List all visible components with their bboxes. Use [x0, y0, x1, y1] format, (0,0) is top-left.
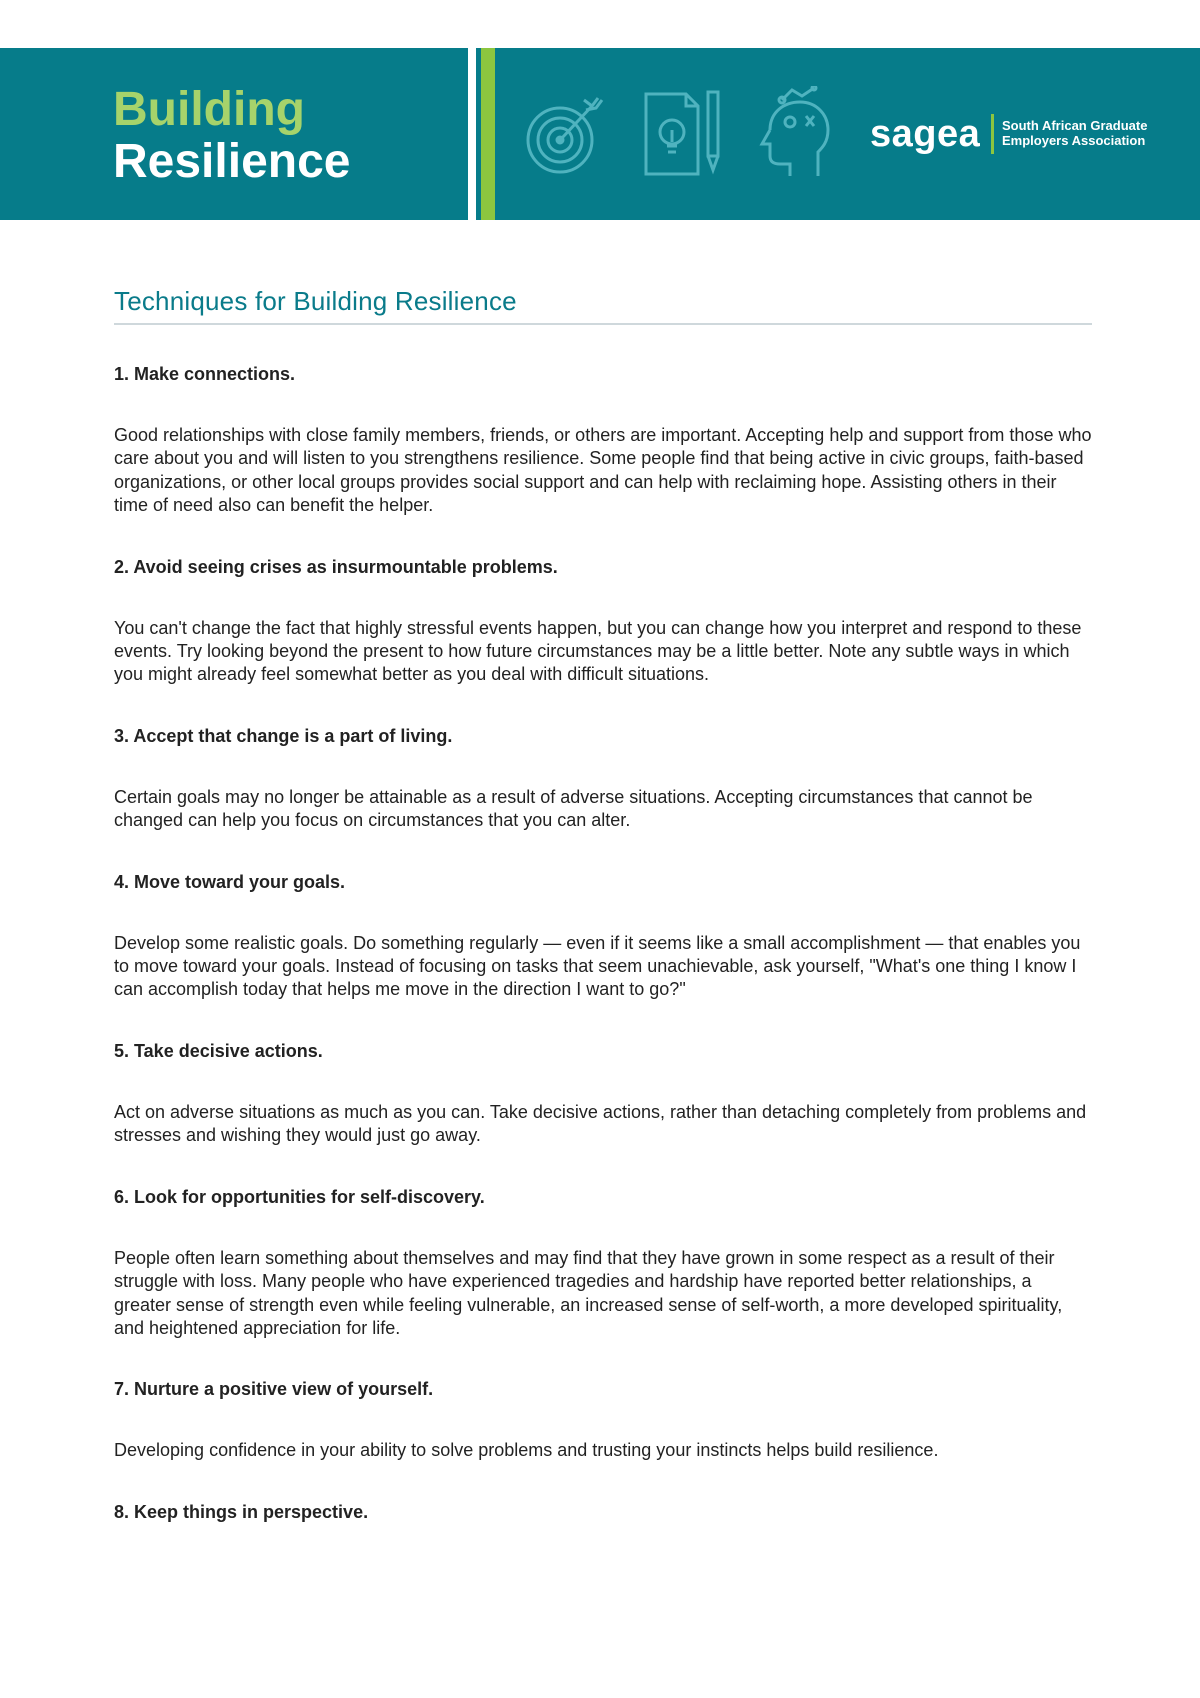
technique-heading: 3. Accept that change is a part of living. — [114, 725, 453, 746]
head-ideas-icon — [756, 86, 842, 182]
technique-item — [114, 363, 1092, 518]
technique-body: You can't change the fact that highly stressful events happen, but you can change how you interpret and respond to these events. Try looking beyond the present to how future circumstances may be a little better. Note any subtle ways in which you might already feel somewhat better as you deal with difficult situations. — [114, 617, 1082, 685]
document-content — [114, 286, 1092, 1524]
technique-heading: 4. Move toward your goals. — [114, 871, 346, 892]
technique-item — [114, 556, 1092, 687]
technique-body: Developing confidence in your ability to solve problems and trusting your instincts helps build resilience. — [114, 1440, 939, 1461]
sagea-logo: sagea — [870, 113, 981, 155]
technique-body: Good relationships with close family members, friends, or others are important. Accepting help and support from those who care about you and will listen to you strengthens resilience. Some people find that being active in civic groups, faith-based organizations, or other local groups provides social support and can help with reclaiming hope. Assisting others in their time of need also can benefit the helper. — [114, 425, 1092, 516]
technique-heading: 2. Avoid seeing crises as insurmountable problems. — [114, 556, 558, 577]
logo-subtitle-line2: Employers Association — [1002, 133, 1146, 148]
header-banner — [0, 48, 1200, 220]
technique-heading: 8. Keep things in perspective. — [114, 1501, 369, 1522]
logo-subtitle — [1002, 118, 1147, 148]
target-icon — [522, 86, 608, 182]
banner-title — [113, 84, 350, 188]
document-idea-icon — [640, 86, 726, 182]
technique-body: Certain goals may no longer be attainable as a result of adverse situations. Accepting circumstances that cannot be changed can help you focus on circumstances that you can alter. — [114, 786, 1033, 831]
section-title: Techniques for Building Resilience — [114, 286, 1092, 325]
technique-body: People often learn something about themselves and may find that they have grown in some respect as a result of their struggle with loss. Many people who have experienced tragedies and hardship have reported better relationships, a greater sense of strength even while feeling vulnerable, an increased sense of self-worth, a more developed spirituality, and heightened appreciation for life. — [114, 1247, 1063, 1338]
technique-body: Act on adverse situations as much as you can. Take decisive actions, rather than detaching completely from problems and stresses and wishing they would just go away. — [114, 1101, 1087, 1146]
technique-item — [114, 1186, 1092, 1341]
technique-item — [114, 1501, 1092, 1524]
technique-item — [114, 725, 1092, 833]
technique-item — [114, 1040, 1092, 1148]
technique-heading: 7. Nurture a positive view of yourself. — [114, 1379, 434, 1400]
banner-title-line2: Resilience — [113, 135, 351, 188]
technique-heading: 1. Make connections. — [114, 364, 296, 384]
technique-item — [114, 871, 1092, 1002]
logo-subtitle-line1: South African Graduate — [1002, 118, 1148, 133]
banner-divider-white — [468, 48, 476, 220]
technique-item — [114, 1378, 1092, 1462]
banner-divider-green — [481, 48, 495, 220]
technique-heading: 6. Look for opportunities for self-discovery. — [114, 1186, 485, 1207]
logo-divider — [991, 114, 994, 154]
banner-title-line1: Building — [113, 83, 305, 136]
technique-heading: 5. Take decisive actions. — [114, 1040, 323, 1061]
technique-body: Develop some realistic goals. Do something regularly — even if it seems like a small accomplishment — that enables you to move toward your goals. Instead of focusing on tasks that seem unachievable, ask yourself, "What's one thing I know I can accomplish today that helps me move in the direction I want to go?" — [114, 932, 1081, 1000]
